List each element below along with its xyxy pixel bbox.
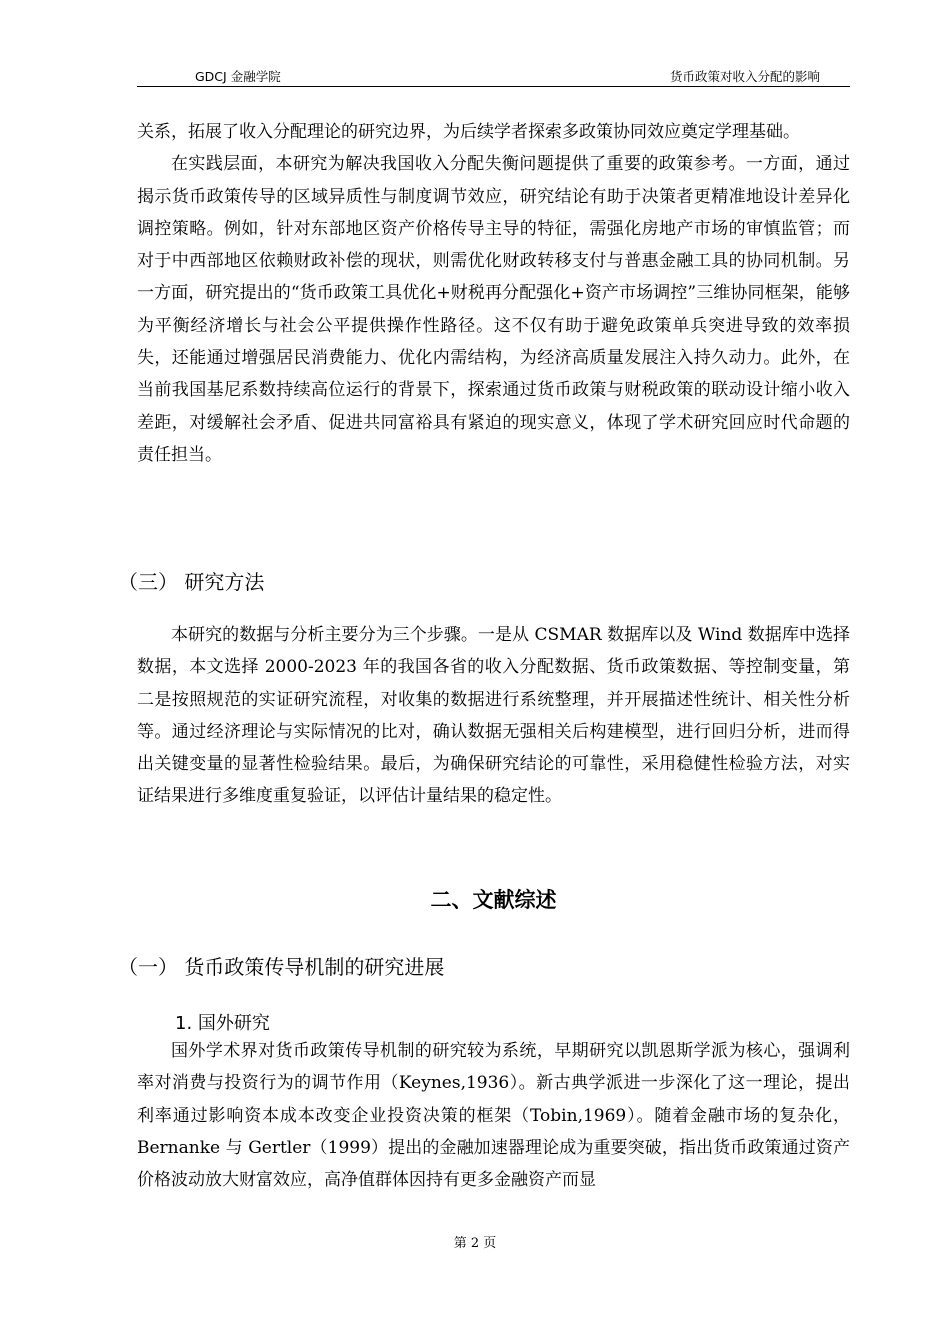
paragraph-method: 本研究的数据与分析主要分为三个步骤。一是从 CSMAR 数据库以及 Wind 数据库中选择数据，本文选择 2000-2023 年的我国各省的收入分配数据、货币政策数据、等控制变量，第二是按照规范的实证研究流程，对收集的数据进行系统整理，并开展描述性统计、相关性分析等。通过经济理论与实际情况的比对，确认数据无强相关后构建模型，进行回归分析，进而得出关键变量的显著性检验结果。最后，为确保研究结论的可靠性，采用稳健性检验方法，对实证结果进行多维度重复验证，以评估计量结果的稳定性。	[137, 625, 850, 807]
page-number: 第 2 页	[453, 1236, 497, 1251]
body-section-2	[137, 619, 850, 813]
paragraph-foreign-research: 国外学术界对货币政策传导机制的研究较为系统，早期研究以凯恩斯学派为核心，强调利率对消费与投资行为的调节作用（Keynes,1936）。新古典学派进一步深化了这一理论，提出利率通过影响资本成本改变企业投资决策的框架（Tobin,1969）。随着金融市场的复杂化，Bernanke 与 Gertler（1999）提出的金融加速器理论成为重要突破，指出货币政策通过资产价格波动放大财富效应，高净值群体因持有更多金融资产而显	[137, 1041, 850, 1191]
paragraph-continuation: 关系，拓展了收入分配理论的研究边界，为后续学者探索多政策协同效应奠定学理基础。	[137, 122, 800, 142]
body-section-1	[137, 116, 850, 471]
heading-research-method: （三） 研究方法	[118, 570, 265, 594]
paragraph-practice: 在实践层面，本研究为解决我国收入分配失衡问题提供了重要的政策参考。一方面，通过揭示货币政策传导的区域异质性与制度调节效应，研究结论有助于决策者更精准地设计差异化调控策略。例如，针对东部地区资产价格传导主导的特征，需强化房地产市场的审慎监管；而对于中西部地区依赖财政补偿的现状，则需优化财政转移支付与普惠金融工具的协同机制。另一方面，研究提出的“货币政策工具优化+财税再分配强化+资产市场调控”三维协同框架，能够为平衡经济增长与社会公平提供操作性路径。这不仅有助于避免政策单兵突进导致的效率损失，还能通过增强居民消费能力、优化内需结构，为经济高质量发展注入持久动力。此外，在当前我国基尼系数持续高位运行的背景下，探索通过货币政策与财税政策的联动设计缩小收入差距，对缓解社会矛盾、促进共同富裕具有紧迫的现实意义，体现了学术研究回应时代命题的责任担当。	[137, 154, 850, 465]
subheading-foreign-research: 1. 国外研究	[175, 1013, 270, 1034]
page-header	[137, 66, 850, 87]
header-title: 货币政策对收入分配的影响	[669, 69, 820, 84]
body-section-3	[137, 1035, 850, 1196]
chapter-title-literature-review: 二、文献综述	[430, 888, 557, 912]
header-institution: GDCJ 金融学院	[195, 69, 281, 84]
heading-transmission-mechanism: （一） 货币政策传导机制的研究进展	[118, 955, 445, 979]
